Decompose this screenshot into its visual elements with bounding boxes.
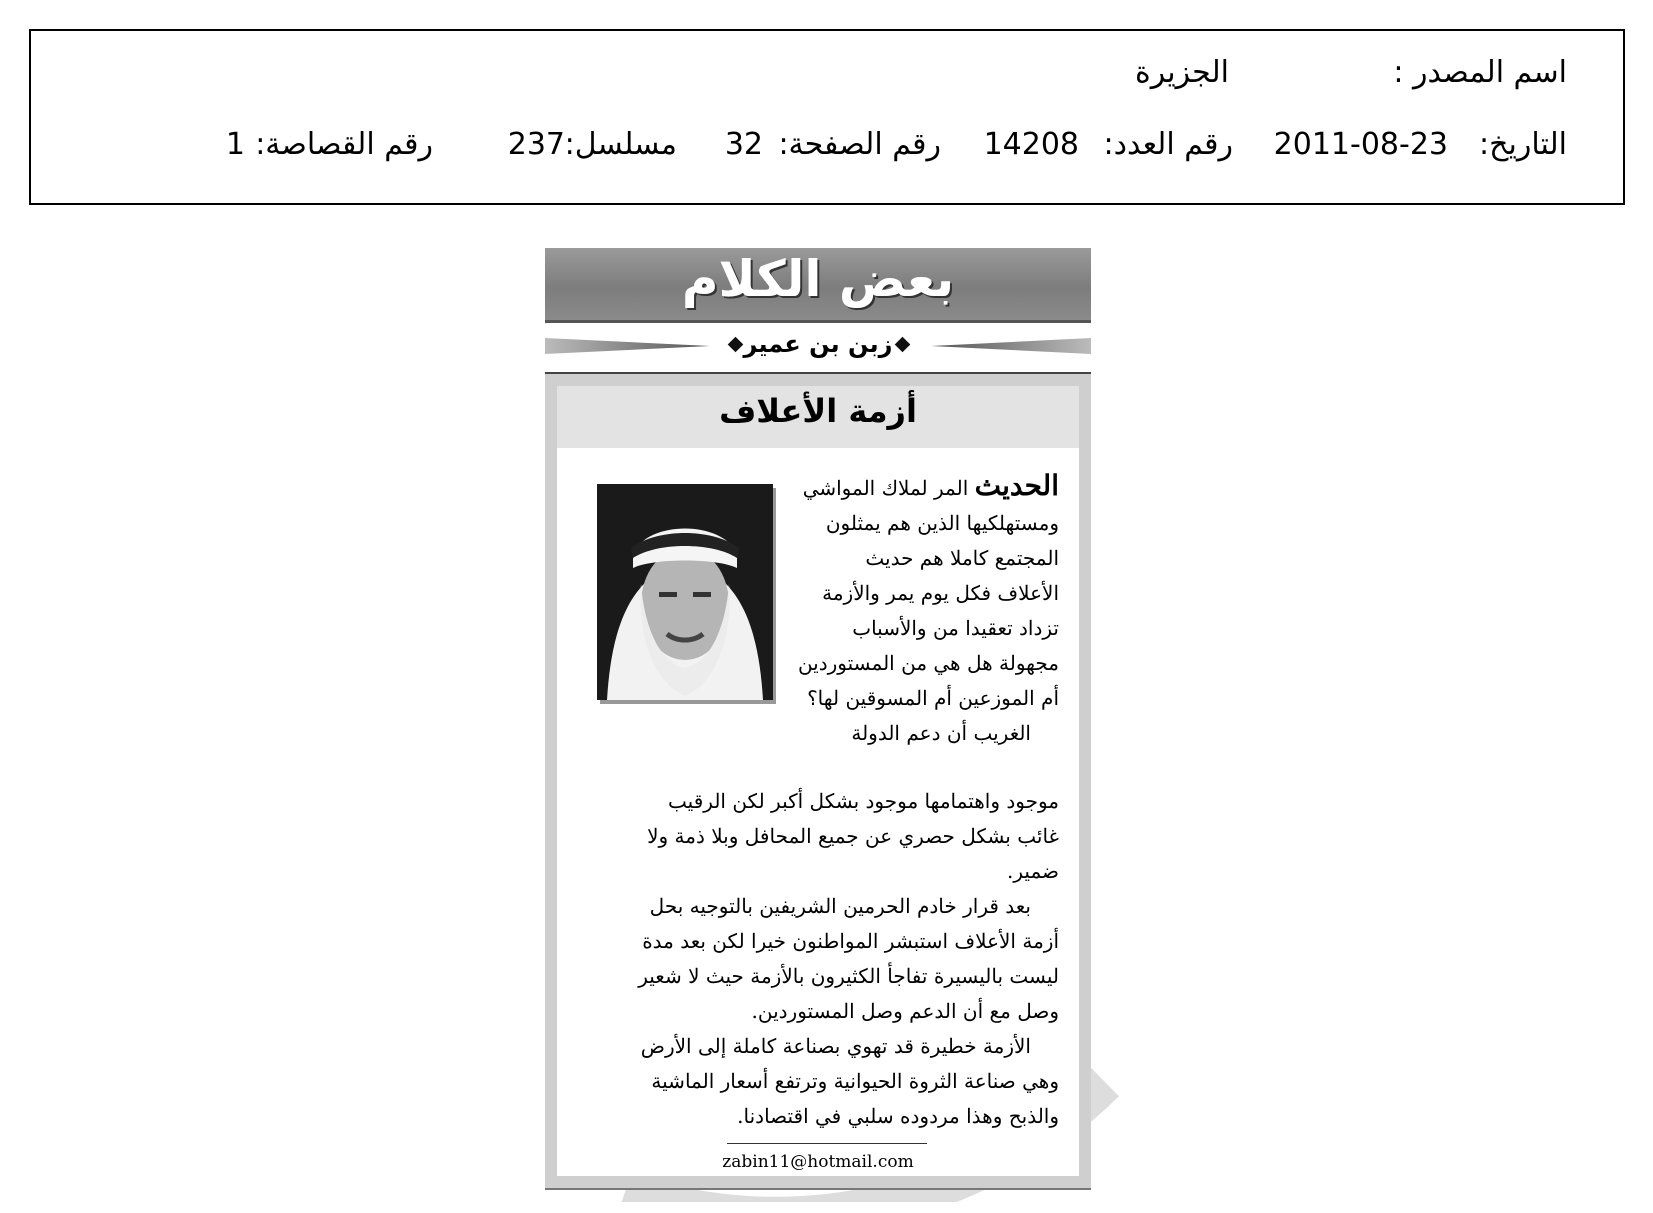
date-value: 2011-08-23: [1273, 127, 1448, 162]
author-portrait-icon: [597, 484, 773, 700]
email-separator: [727, 1143, 927, 1144]
article-clipping: [545, 248, 1091, 1190]
text-line: ومستهلكيها الذين هم يمثلون: [825, 511, 1059, 535]
text-line: مجهولة هل هي من المستوردين: [797, 651, 1059, 675]
column-banner: [545, 248, 1091, 323]
text-line: الأعلاف فكل يوم يمر والأزمة: [822, 581, 1059, 605]
byline-bar: [545, 326, 1091, 366]
article-text-top: [795, 468, 1059, 751]
text-line: ليست باليسيرة تفاجأ الكثيرون بالأزمة حيث لا شعير: [638, 964, 1059, 988]
title-band: [557, 386, 1079, 448]
text-line: موجود واهتمامها موجود بشكل أكبر لكن الرقيب: [668, 789, 1059, 813]
text-line: وصل مع أن الدعم وصل المستوردين.: [751, 999, 1059, 1023]
page-value: 32: [724, 127, 763, 162]
article-frame: [545, 372, 1091, 1190]
article-body: [557, 448, 1079, 1176]
author-name: زبن بن عمير: [743, 330, 893, 358]
text-line: تزداد تعقيدا من والأسباب: [852, 616, 1059, 640]
author-photo: [597, 484, 773, 700]
column-title: بعض الكلام: [681, 250, 955, 308]
text-line: المجتمع كاملا هم حديث: [865, 546, 1059, 570]
author-email: zabin11@hotmail.com: [722, 1152, 914, 1172]
clip-value: 1: [225, 127, 245, 162]
serial-value: 237: [507, 127, 565, 162]
text-line: وهي صناعة الثروة الحيوانية وترتفع أسعار الماشية: [651, 1069, 1059, 1093]
text-line: والذبح وهذا مردوده سلبي في اقتصادنا.: [737, 1104, 1059, 1128]
metadata-box: [29, 29, 1625, 205]
source-label: اسم المصدر :: [1393, 55, 1567, 90]
text-line-1: الحديث المر لملاك المواشي: [802, 469, 1059, 502]
serial-label: مسلسل:: [564, 127, 677, 162]
text-line: أزمة الأعلاف استبشر المواطنون خيرا لكن بعد مدة: [642, 929, 1059, 953]
article-title: أزمة الأعلاف: [719, 392, 917, 430]
article-text-bottom: [577, 784, 1059, 1134]
lead-word: الحديث: [974, 469, 1059, 502]
issue-value: 14208: [983, 127, 1079, 162]
text-line: ضمير.: [1007, 859, 1059, 883]
date-label: التاريخ:: [1479, 127, 1567, 162]
text-line: الغريب أن دعم الدولة: [851, 721, 1031, 745]
page-label: رقم الصفحة:: [778, 127, 941, 162]
issue-label: رقم العدد:: [1103, 127, 1233, 162]
source-value: الجزيرة: [1134, 55, 1229, 90]
text-line: أم الموزعين أم المسوقين لها؟: [807, 686, 1059, 710]
text-line: الأزمة خطيرة قد تهوي بصناعة كاملة إلى الأرض: [640, 1034, 1031, 1058]
text-line: غائب بشكل حصري عن جميع المحافل وبلا ذمة ولا: [647, 824, 1059, 848]
text-line: بعد قرار خادم الحرمين الشريفين بالتوجيه بحل: [649, 894, 1031, 918]
clip-label: رقم القصاصة:: [255, 127, 433, 162]
